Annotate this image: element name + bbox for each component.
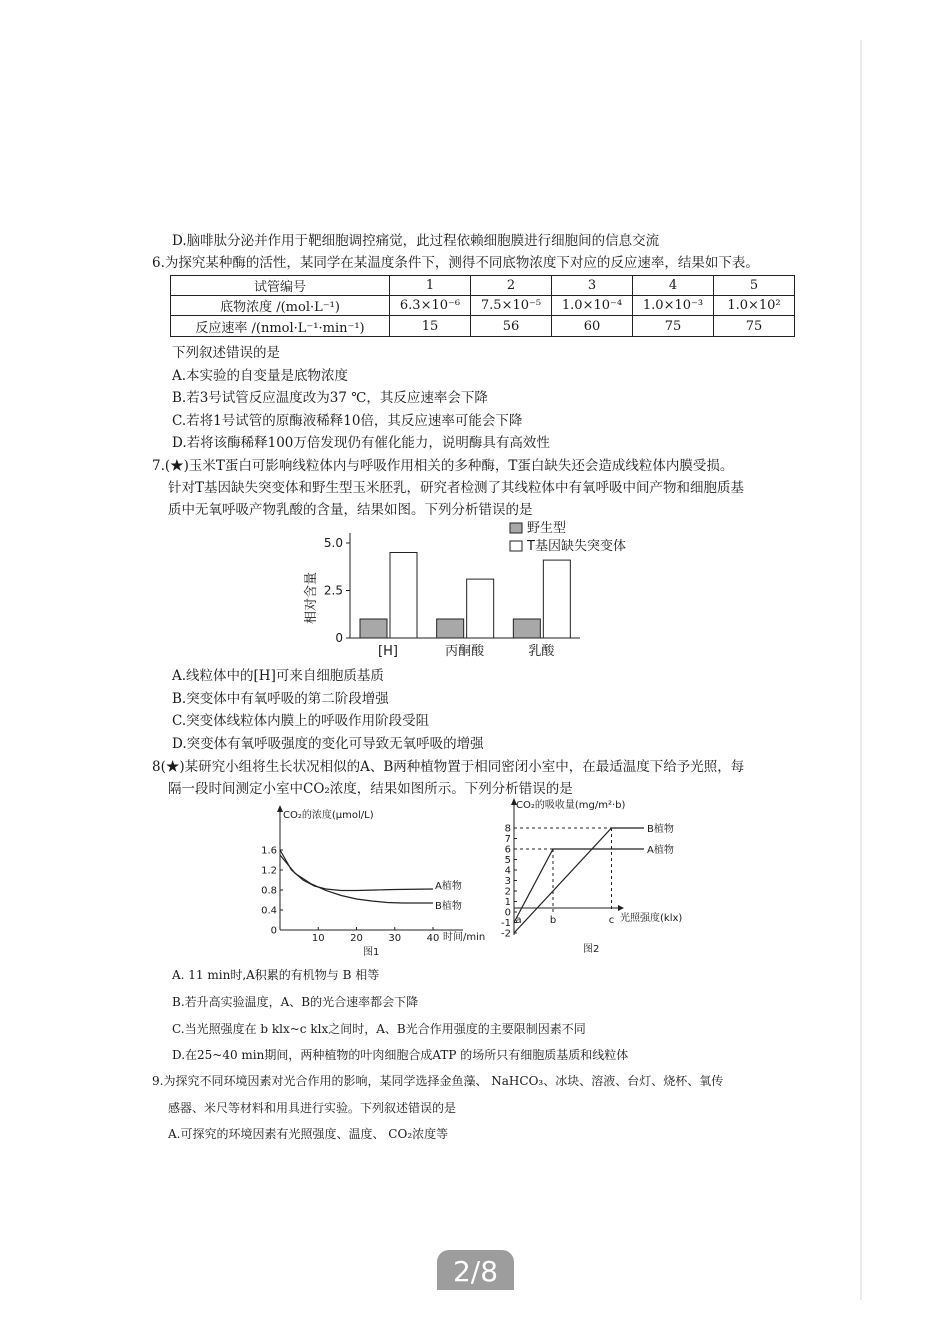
concentration-cell: 1.0×10⁻³	[633, 296, 714, 316]
fig2-x-axis-label: 光照强度(klx)	[620, 913, 683, 924]
table-row	[171, 276, 795, 296]
table-row-label: 底物浓度 /(mol·L⁻¹)	[171, 296, 390, 316]
bar-y-tick-label: 0	[335, 631, 343, 645]
q8-stem-2: 隔一段时间测定小室中CO₂浓度，结果如图所示。下列分析错误的是	[168, 781, 573, 797]
rate-cell: 75	[714, 316, 795, 337]
q6-option-a: A.本实验的自变量是底物浓度	[172, 368, 349, 384]
q8-stem-1: 8(★)某研究小组将生长状况相似的A、B两种植物置于相同密闭小室中，在最适温度下给予光照，每	[152, 759, 745, 775]
q8-option-a: A. 11 min时,A积累的有机物与 B 相等	[172, 968, 380, 982]
table-row	[171, 316, 795, 337]
fig1-x-axis-label: 时间/min	[443, 932, 485, 943]
fig1-line-b	[280, 855, 433, 903]
table-row-label: 反应速率 /(nmol·L⁻¹·min⁻¹)	[171, 316, 390, 337]
page-indicator[interactable]: 2/8	[437, 1250, 514, 1290]
q8-option-b: B.若升高实验温度，A、B的光合速率都会下降	[172, 995, 419, 1009]
q6-option-b: B.若3号试管反应温度改为37 ℃，其反应速率会下降	[172, 390, 488, 406]
bar-y-tick-label: 5.0	[323, 536, 343, 550]
fig2-y-tick-label: 4	[504, 865, 511, 877]
fig2-y-tick-label: 2	[504, 886, 511, 898]
q7-option-c: C.突变体线粒体内膜上的呼吸作用阶段受阻	[172, 713, 430, 729]
concentration-cell: 6.3×10⁻⁶	[390, 296, 471, 316]
bar-mutant	[390, 553, 417, 639]
bar-chart	[295, 518, 645, 663]
fig2-point-label: c	[608, 915, 615, 926]
y-axis-label: 相对含量	[304, 571, 319, 625]
q6-stem: 6.为探究某种酶的活性，某同学在某温度条件下，测得不同底物浓度下对应的反应速率，结果如下表。	[152, 255, 759, 271]
tube-number: 2	[471, 276, 552, 296]
bar-wildtype	[513, 619, 540, 638]
tube-number: 4	[633, 276, 714, 296]
table-row	[171, 296, 795, 316]
fig2-y-tick-label: 6	[504, 844, 511, 856]
fig1-x-tick-label: 20	[350, 933, 363, 944]
bar-mutant	[467, 579, 494, 638]
q7-option-d: D.突变体有氧呼吸强度的变化可导致无氧呼吸的增强	[172, 736, 484, 752]
fig2-x-arrow-icon	[618, 905, 624, 911]
fig1-co2-concentration-chart	[255, 800, 485, 960]
bar-category-label: [H]	[378, 644, 398, 659]
legend-swatch-wildtype	[510, 523, 522, 533]
fig1-y-tick-label: 0.4	[261, 905, 277, 917]
fig1-series-label: A植物	[435, 881, 462, 892]
bar-mutant	[543, 560, 570, 638]
q7-stem-3: 质中无氧呼吸产物乳酸的含量，结果如图。下列分析错误的是	[168, 502, 533, 518]
fig2-y-tick-label: 8	[504, 823, 511, 835]
q9-stem-2: 感器、米尺等材料和用具进行实验。下列叙述错误的是	[168, 1101, 457, 1115]
fig2-y-axis-label: CO₂的吸收量(mg/m²·b)	[516, 800, 626, 811]
tube-number: 1	[390, 276, 471, 296]
q8-option-d: D.在25~40 min期间，两种植物的叶肉细胞合成ATP 的场所只有细胞质基质和线粒体	[172, 1048, 629, 1062]
page-edge	[860, 40, 862, 1300]
fig1-title: 图1	[363, 947, 380, 958]
fig1-line-a	[280, 850, 433, 891]
legend-label-mutant: T基因缺失突变体	[527, 539, 626, 554]
rate-cell: 15	[390, 316, 471, 337]
fig1-series-label: B植物	[435, 901, 462, 912]
fig2-y-tick-label: 1	[504, 897, 511, 908]
table-row-label: 试管编号	[171, 276, 390, 296]
fig1-y-axis-label: CO₂的浓度(μmol/L)	[283, 810, 374, 821]
fig1-y-tick-label: 0	[270, 925, 277, 937]
fig1-y-arrow-icon	[277, 805, 283, 812]
bar-y-tick-label: 2.5	[323, 583, 343, 598]
q7-stem-1: 7.(★)玉米T蛋白可影响线粒体内与呼吸作用相关的多种酶，T蛋白缺失还会造成线粒体内膜受损。	[152, 458, 734, 474]
legend-swatch-mutant	[510, 541, 522, 551]
fig2-y-tick-label: 7	[504, 834, 511, 845]
fig2-y-tick-label: 5	[504, 855, 511, 866]
fig1-y-tick-label: 1.6	[261, 845, 277, 857]
fig1-x-tick-label: 30	[388, 933, 402, 944]
fig1-x-tick-label: 40	[426, 933, 440, 944]
concentration-cell: 1.0×10²	[714, 296, 795, 316]
q6-option-c: C.若将1号试管的原酶液稀释10倍，其反应速率可能会下降	[172, 413, 523, 429]
bar-wildtype	[437, 619, 464, 638]
concentration-cell: 7.5×10⁻⁵	[471, 296, 552, 316]
fig2-series-label: A植物	[647, 845, 674, 856]
q9-option-a: A.可探究的环境因素有光照强度、温度、 CO₂浓度等	[168, 1127, 449, 1141]
rate-cell: 60	[552, 316, 633, 337]
q9-stem-1: 9.为探究不同环境因素对光合作用的影响，某同学选择金鱼藻、 NaHCO₃、冰块、溶液、台灯、烧杯、氧传	[152, 1074, 724, 1088]
rate-cell: 56	[471, 316, 552, 337]
tube-number: 5	[714, 276, 795, 296]
legend-label-wildtype: 野生型	[527, 521, 567, 536]
fig1-x-tick-label: 10	[311, 933, 325, 944]
bar-wildtype	[360, 619, 387, 638]
concentration-cell: 1.0×10⁻⁴	[552, 296, 633, 316]
enzyme-table	[170, 275, 795, 337]
q7-option-b: B.突变体中有氧呼吸的第二阶段增强	[172, 691, 389, 707]
fig2-series-label: B植物	[647, 824, 674, 835]
fig2-y-tick-label: 3	[504, 876, 511, 887]
q7-stem-2: 针对T基因缺失突变体和野生型玉米胚乳，研究者检测了其线粒体中有氧呼吸中间产物和细胞质基	[168, 480, 745, 496]
fig2-point-label: a	[515, 915, 522, 926]
fig1-y-tick-label: 0.8	[261, 885, 277, 897]
q5-option-d: D.脑啡肽分泌并作用于靶细胞调控痛觉，此过程依赖细胞膜进行细胞间的信息交流	[172, 233, 660, 249]
fig1-y-tick-label: 1.2	[261, 865, 277, 877]
fig2-co2-absorption-chart	[490, 795, 715, 960]
fig2-title: 图2	[583, 944, 600, 955]
fig2-y-tick-label: -1	[501, 918, 511, 929]
q6-prompt: 下列叙述错误的是	[172, 345, 280, 361]
q7-option-a: A.线粒体中的[H]可来自细胞质基质	[172, 668, 384, 684]
q8-option-c: C.当光照强度在 b klx~c klx之间时，A、B光合作用强度的主要限制因素不同	[172, 1022, 586, 1036]
bar-category-label: 丙酮酸	[445, 644, 485, 659]
rate-cell: 75	[633, 316, 714, 337]
bar-category-label: 乳酸	[528, 644, 555, 659]
fig2-y-tick-label: -2	[501, 928, 511, 940]
tube-number: 3	[552, 276, 633, 296]
fig2-y-tick-label: 0	[504, 907, 511, 919]
fig2-point-label: b	[549, 915, 557, 926]
q6-option-d: D.若将该酶稀释100万倍发现仍有催化能力，说明酶具有高效性	[172, 435, 550, 451]
